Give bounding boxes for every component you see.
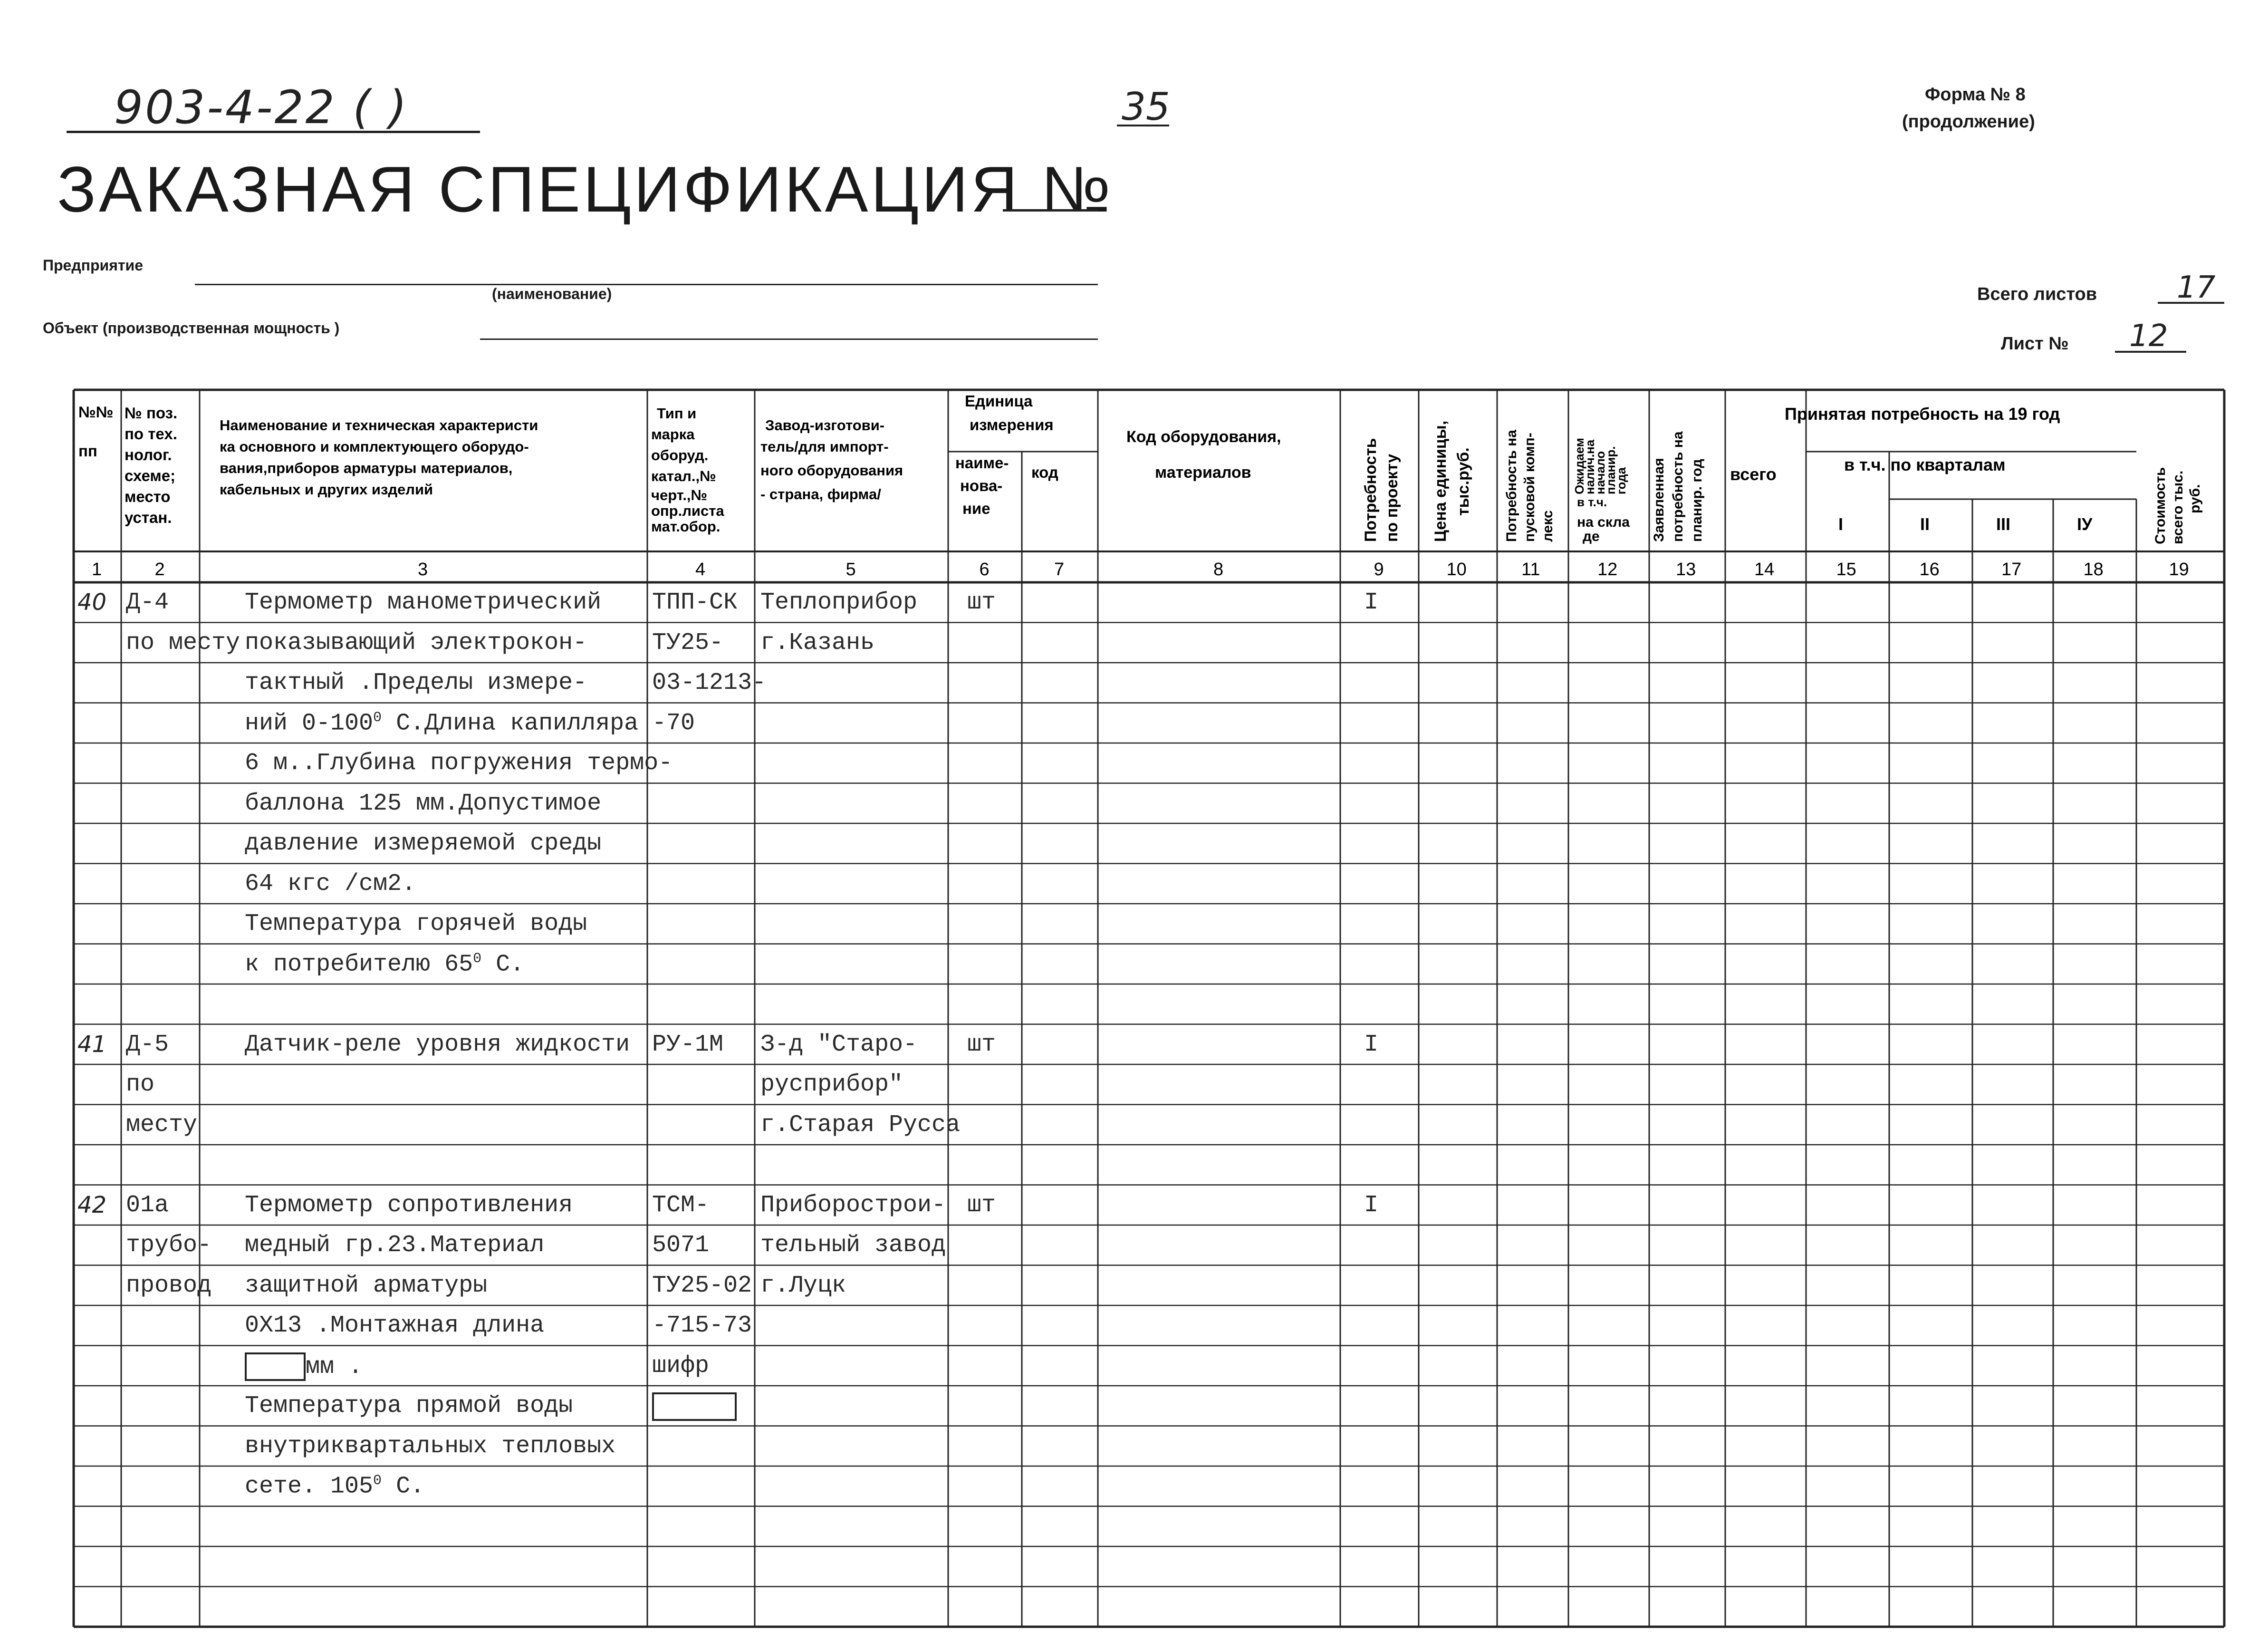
sheet-number-value: 12 [2129, 319, 2168, 354]
description-text: С. [481, 951, 525, 978]
description-text: С.Длина капилляра [382, 710, 639, 737]
col-19-line-3: руб. [2187, 484, 2203, 513]
description-text: защитной арматуры [245, 1272, 488, 1299]
enterprise-label: Предприятие [43, 257, 144, 274]
manufacturer: Приборострои- [760, 1191, 946, 1219]
description-text: 0Х13 .Монтажная длина [245, 1312, 545, 1339]
column-number-17: 17 [2001, 560, 2022, 579]
col-4-line-5: черт.,№ [651, 487, 708, 503]
header-col-4 [651, 405, 724, 535]
item-description [245, 1352, 363, 1381]
col-2-line-3: нолог. [125, 446, 172, 463]
col-4-line-2: марка [651, 426, 695, 443]
column-number-6: 6 [979, 560, 990, 579]
enterprise-caption: (наименование) [492, 285, 612, 302]
col-11-line-3: лекс [1540, 510, 1556, 542]
col-6-line-1: наиме- [955, 454, 1009, 472]
description-text: мм . [306, 1353, 363, 1381]
position-code: месту [126, 1111, 198, 1139]
column-number-12: 12 [1597, 560, 1618, 579]
item-description [245, 790, 601, 817]
col-4-line-3: оборуд. [651, 447, 709, 463]
type-brand: РУ-1М [652, 1031, 724, 1058]
header-accepted-group [1730, 404, 2093, 534]
manufacturer: русприбор" [760, 1071, 903, 1098]
sheet-number-label: Лист № [2001, 334, 2069, 354]
position-code: Д-4 [126, 589, 169, 616]
document-code: 903-4-22 ( ) [114, 81, 409, 134]
col-5-line-2: тель/для импорт- [760, 438, 889, 455]
col-12-line-8: де [1583, 529, 1600, 544]
item-description [245, 750, 673, 777]
column-number-1: 1 [92, 560, 102, 579]
manufacturer: З-д "Старо- [760, 1031, 918, 1058]
header-col-11 [1504, 430, 1556, 542]
project-quantity: I [1364, 1031, 1379, 1058]
col-3-line-4: кабельных и других изделий [220, 481, 433, 498]
item-description [245, 629, 587, 657]
description-text: Температура горячей воды [245, 910, 587, 937]
column-number-4: 4 [695, 560, 706, 579]
col-2-line-4: схеме; [125, 467, 176, 484]
form-label: Форма № 8 [1925, 85, 2026, 105]
manufacturer: г.Луцк [760, 1272, 846, 1299]
blank-length-box [245, 1352, 306, 1381]
col-4-line-7: мат.обор. [651, 518, 721, 535]
header-col-9 [1362, 438, 1401, 542]
column-number-14: 14 [1754, 560, 1775, 579]
type-brand: -715-73 [652, 1312, 752, 1339]
col-2-line-1: № поз. [125, 404, 178, 422]
position-code: Д-5 [126, 1031, 169, 1058]
col-12-line-7: на скла [1577, 514, 1630, 530]
degree-superscript: 0 [373, 1473, 382, 1489]
header-col-1 [78, 403, 114, 460]
object-label: Объект (производственная мощность ) [43, 319, 340, 337]
column-number-16: 16 [1919, 560, 1940, 579]
description-text: Термометр сопротивления [245, 1191, 573, 1219]
description-text: внутриквартальных тепловых [245, 1432, 616, 1460]
col-4-line-6: опр.листа [651, 502, 724, 519]
col-3-line-2: ка основного и комплектующего оборудо- [220, 438, 529, 455]
total-sheets-value: 17 [2177, 270, 2216, 305]
column-number-5: 5 [846, 560, 856, 579]
description-text: сете. 105 [245, 1473, 374, 1500]
header-col-2 [125, 404, 177, 526]
header-col-10 [1432, 421, 1472, 542]
col-12-line-1: Ожидаем [1572, 438, 1586, 494]
col-13-line-2: потребность на [1670, 431, 1686, 542]
quarter-4-label: IУ [2077, 514, 2093, 534]
col-11-line-2: пусковой комп- [1522, 433, 1538, 542]
item-description [245, 1272, 487, 1299]
description-text: ний 0-100 [245, 710, 374, 737]
column-number-13: 13 [1676, 560, 1696, 579]
item-description [245, 910, 587, 937]
col-4-line-1: Тип и [657, 405, 697, 422]
position-code: трубо- [126, 1232, 212, 1259]
accepted-group-label: Принятая потребность на 19 год [1785, 404, 2060, 424]
col-3-line-3: вания,приборов арматуры материалов, [220, 460, 513, 476]
header-col-3 [220, 417, 538, 498]
col-19-line-1: Стоимость [2153, 467, 2168, 544]
column-number-9: 9 [1374, 560, 1384, 579]
col-12-line-6: в т.ч. [1577, 495, 1607, 509]
description-text: 6 м..Глубина погружения термо- [245, 750, 673, 777]
col-2-line-2: по тех. [125, 425, 177, 443]
blank-cipher-box [652, 1392, 737, 1421]
total-sheets-label: Всего листов [1977, 284, 2097, 304]
col-5-line-1: Завод-изготови- [765, 417, 885, 434]
cipher-box [652, 1392, 737, 1421]
header-col-5 [760, 417, 903, 502]
column-number-18: 18 [2083, 560, 2104, 579]
col-5-line-3: ного оборудования [760, 462, 903, 479]
type-brand: ТПП-СК [652, 589, 738, 616]
header-col-12 [1572, 438, 1630, 544]
item-description [245, 1473, 424, 1500]
description-text: давление измеряемой среды [245, 830, 602, 857]
col-10-line-2: тыс.руб. [1454, 447, 1472, 516]
col-1-line-1: №№ [78, 403, 114, 421]
unit-group-line-2: измерения [970, 416, 1054, 434]
quarter-3-label: III [1996, 514, 2011, 534]
column-number-11: 11 [1521, 560, 1540, 579]
item-description [245, 1031, 630, 1058]
position-code: по месту [126, 629, 240, 657]
type-brand: ТУ25-02 [652, 1272, 752, 1299]
row-number: 41 [77, 1031, 107, 1058]
degree-superscript: 0 [473, 950, 482, 967]
col-13-line-1: Заявленная [1651, 458, 1667, 542]
manufacturer: г.Казань [760, 629, 875, 657]
type-brand: 03-1213- [652, 669, 767, 696]
item-description [245, 589, 601, 616]
column-number-2: 2 [154, 560, 165, 579]
col-3-line-1: Наименование и техническая характеристи [220, 417, 538, 434]
description-text: медный гр.23.Материал [245, 1232, 545, 1259]
col-4-line-4: катал.,№ [651, 468, 716, 484]
project-quantity: I [1364, 1191, 1379, 1219]
col-14-label: всего [1730, 464, 1777, 484]
col-6-line-2: нова- [960, 477, 1003, 494]
manufacturer: тельный завод [760, 1232, 946, 1259]
item-description [245, 870, 416, 898]
item-description [245, 1312, 544, 1339]
col-1-line-2: пп [78, 442, 97, 460]
item-description [245, 1232, 544, 1259]
col-10-line-1: Цена единицы, [1432, 420, 1450, 542]
col-8-line-2: материалов [1155, 463, 1251, 482]
description-text: баллона 125 мм.Допустимое [245, 790, 602, 817]
col-12-line-5: года [1614, 467, 1628, 494]
description-text: к потребителю 65 [245, 951, 473, 978]
col-12-line-2: налич.на [1583, 439, 1597, 494]
project-quantity: I [1364, 589, 1379, 616]
type-brand: ТУ25- [652, 629, 724, 657]
position-code: 01а [126, 1191, 169, 1219]
quarter-2-label: II [1920, 514, 1930, 534]
header-col-8 [1126, 428, 1281, 482]
col-11-line-1: Потребность на [1504, 430, 1519, 542]
type-brand: шифр [652, 1352, 710, 1380]
item-description [245, 951, 524, 978]
row-number: 40 [77, 589, 107, 616]
col-19-line-2: всего тыс. [2170, 470, 2186, 544]
position-code: по [126, 1071, 155, 1098]
description-text: Температура прямой воды [245, 1392, 573, 1419]
column-number-3: 3 [418, 560, 428, 579]
unit-name: шт [967, 589, 996, 616]
manufacturer: Теплоприбор [760, 589, 918, 616]
col-8-line-1: Код оборудования, [1126, 428, 1281, 446]
type-brand: ТСМ- [652, 1191, 710, 1219]
type-brand: -70 [652, 709, 695, 737]
column-number-8: 8 [1213, 560, 1224, 579]
form-continuation: (продолжение) [1902, 112, 2035, 132]
quarters-group-label: в т.ч. по кварталам [1844, 455, 2006, 474]
col-6-line-3: ние [962, 500, 990, 517]
quarter-1-label: I [1838, 514, 1844, 534]
col-2-line-5: место [125, 488, 171, 505]
unit-name: шт [967, 1031, 996, 1058]
position-code: провод [126, 1272, 212, 1299]
col-13-line-3: планир. год [1689, 459, 1705, 542]
header-unit-group [955, 392, 1058, 517]
description-text: Термометр манометрический [245, 589, 602, 616]
item-description [245, 710, 638, 737]
column-number-15: 15 [1836, 560, 1856, 579]
description-text: С. [382, 1473, 425, 1500]
type-brand: 5071 [652, 1232, 710, 1259]
col-9-line-2: по проекту [1383, 454, 1401, 542]
column-number-10: 10 [1446, 560, 1467, 579]
document-title: ЗАКАЗНАЯ СПЕЦИФИКАЦИЯ № [57, 153, 1114, 225]
col-12-line-4: планир. [1604, 446, 1618, 494]
item-description [245, 669, 587, 696]
unit-group-line-1: Единица [965, 392, 1033, 410]
column-number-19: 19 [2169, 560, 2189, 579]
col-12-line-3: начало [1593, 451, 1607, 494]
unit-name: шт [967, 1191, 996, 1219]
description-text: Датчик-реле уровня жидкости [245, 1031, 630, 1058]
column-number-row [92, 560, 2189, 579]
item-description [245, 1192, 573, 1219]
item-description [245, 1433, 615, 1460]
description-text: 64 кгс /см2. [245, 870, 416, 898]
header-col-13 [1651, 431, 1705, 542]
degree-superscript: 0 [373, 709, 382, 726]
col-2-line-6: устан. [125, 509, 172, 526]
col-7-label: код [1031, 463, 1058, 481]
col-9-line-1: Потребность [1362, 438, 1380, 542]
item-description [245, 830, 601, 857]
manufacturer: г.Старая Русса [760, 1111, 961, 1139]
header-col-19 [2153, 467, 2203, 544]
item-description [245, 1392, 573, 1419]
row-number: 42 [77, 1191, 107, 1218]
page-number: 35 [1122, 85, 1170, 129]
description-text: показывающий электрокон- [245, 629, 587, 657]
description-text: тактный .Пределы измере- [245, 669, 587, 696]
col-5-line-4: - страна, фирма/ [760, 486, 881, 502]
column-number-7: 7 [1054, 560, 1065, 579]
